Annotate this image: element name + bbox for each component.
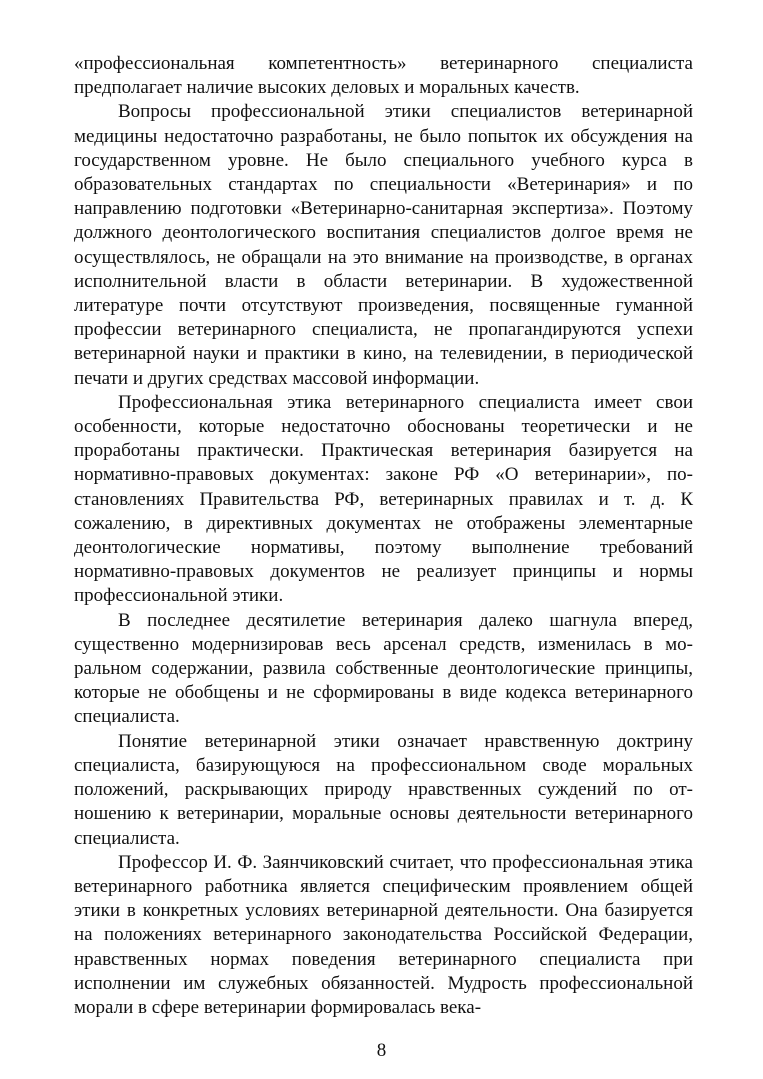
paragraph-5: Понятие ветеринарной этики означает нравственную доктрину специалиста, базирующуюся на профессиональном своде моральных положений, раскрывающих природу нравственных суждений по отношению к ветеринарии, моральные основы деятельности ветеринарного специалиста. <box>74 730 693 849</box>
paragraph-1: «профессиональная компетентность» ветеринарного специалиста предполагает наличие высоких деловых и моральных качеств. <box>74 53 693 99</box>
paragraph-3: Профессиональная этика ветеринарного специалиста имеет свои особенности, которые недостаточно обоснованы теоретически и не проработаны практически. Практическая ветеринария базируется на нормативно-правовых документах: законе РФ «О ветеринарии», постановлениях Правительства РФ, ветеринарных правилах и т. д. К сожалению, в директивных документах не отображены элементарные деонтологические нормативы, поэтому выполнение требований нормативно-правовых документов не реализует принципы и нормы профессиональной этики. <box>74 391 693 607</box>
body-text <box>74 52 693 1020</box>
page-number: 8 <box>376 1040 387 1061</box>
paragraph-4: В последнее десятилетие ветеринария далеко шагнула вперед, существенно модернизировав весь арсенал средств, изменилась в моральном содержании, развила собственные деонтологические принципы, которые не обобщены и не сформированы в виде кодекса ветеринарного специалиста. <box>74 609 693 728</box>
paragraph-6: Профессор И. Ф. Заянчиковский считает, что профессиональная этика ветеринарного работника является специфическим проявлением общей этики в конкретных условиях ветеринарной деятельности. Она базируется на положениях ветеринарного законодательства Российской Федерации, нравственных нормах поведения ветеринарного специалиста при исполнении им служебных обязанностей. Мудрость профессиональной морали в сфере ветеринарии формировалась века- <box>74 851 693 1018</box>
paragraph-2: Вопросы профессиональной этики специалистов ветеринарной медицины недостаточно разработаны, не было попыток их обсуждения на государственном уровне. Не было специального учебного курса в образовательных стандартах по специальности «Ветеринария» и по направлению подготовки «Ветеринарно-санитарная экспертиза». Поэтому должного деонтологического воспитания специалистов долгое время не осуществлялось, не обращали на это внимание на производстве, в органах исполнительной власти в области ветеринарии. В художественной литературе почти отсутствуют произведения, посвященные гуманной профессии ветеринарного специалиста, не пропагандируются успехи ветеринарной науки и практики в кино, на телевидении, в периодической печати и других средствах массовой информации. <box>74 101 693 389</box>
